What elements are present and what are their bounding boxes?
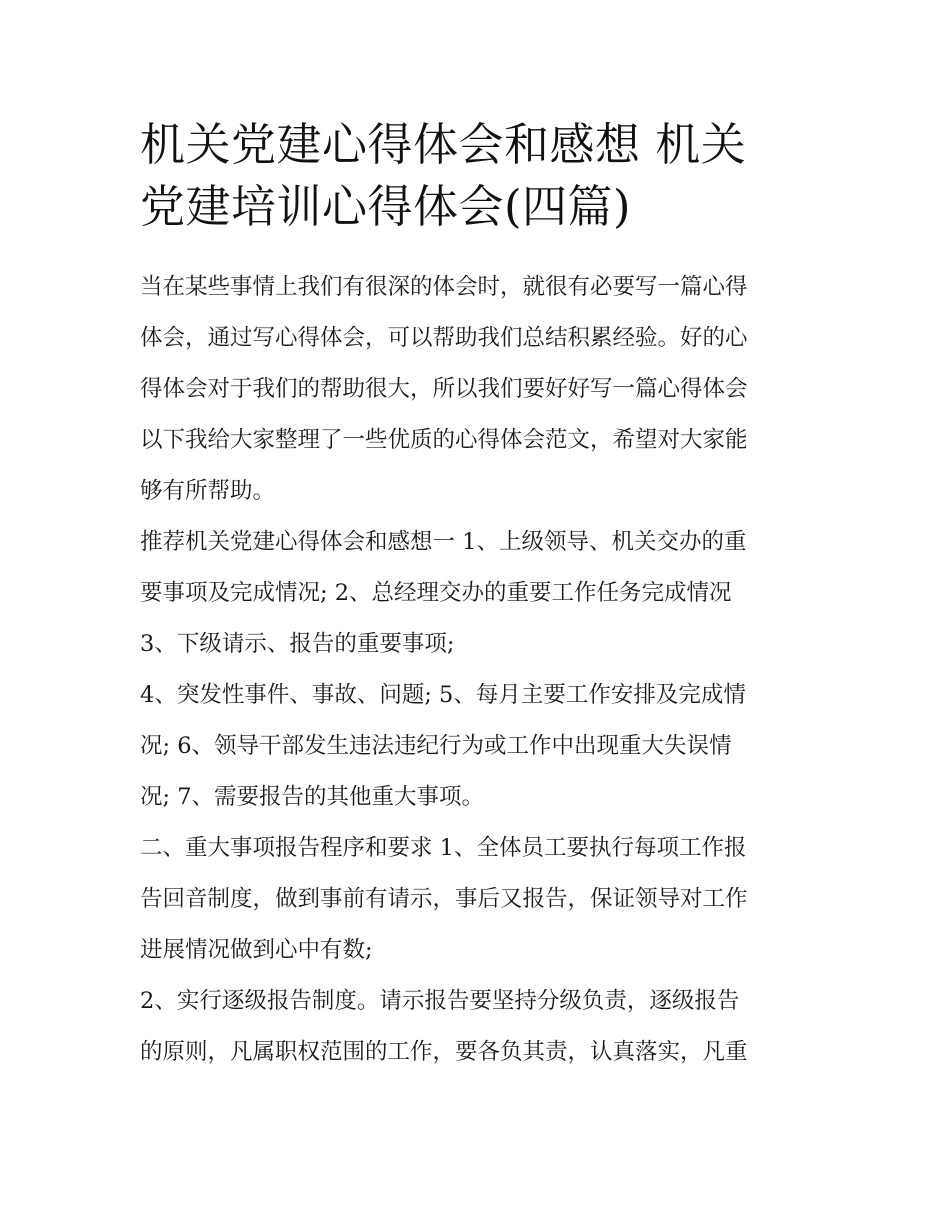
text-line: 要事项及完成情况; 2、总经理交办的重要工作任务完成情况	[140, 580, 732, 606]
paragraph-intro	[140, 262, 820, 517]
text-line: 进展情况做到心中有数;	[140, 937, 373, 963]
paragraph-item-4	[140, 670, 820, 823]
text-line: 况; 6、领导干部发生违法违纪行为或工作中出现重大失误情	[140, 733, 732, 759]
text-line: 以下我给大家整理了一些优质的心得体会范文，希望对大家能	[140, 427, 748, 453]
text-line: 3、下级请示、报告的重要事项;	[140, 631, 455, 657]
text-line: 当在某些事情上我们有很深的体会时，就很有必要写一篇心得	[140, 274, 748, 300]
text-line: 况; 7、需要报告的其他重大事项。	[140, 784, 485, 810]
document-page	[140, 114, 820, 1078]
document-body	[140, 262, 820, 1078]
text-line: 告回音制度，做到事前有请示，事后又报告，保证领导对工作	[140, 886, 748, 912]
text-line: 够有所帮助。	[140, 478, 276, 504]
title-line: 党建培训心得体会(四篇)	[140, 180, 632, 233]
text-line: 推荐机关党建心得体会和感想一 1、上级领导、机关交办的重	[140, 529, 747, 555]
text-line: 得体会对于我们的帮助很大，所以我们要好好写一篇心得体会	[140, 376, 748, 402]
text-line: 的原则，凡属职权范围的工作，要各负其责，认真落实，凡重	[140, 1039, 748, 1065]
document-title	[140, 114, 820, 238]
text-line: 2、实行逐级报告制度。请示报告要坚持分级负责，逐级报告	[140, 988, 740, 1014]
title-line: 机关党建心得体会和感想 机关	[140, 118, 747, 171]
paragraph-item-3	[140, 619, 820, 670]
paragraph-section-2	[140, 823, 820, 976]
text-line: 4、突发性事件、事故、问题; 5、每月主要工作安排及完成情	[140, 682, 746, 708]
paragraph-section-2-item-2	[140, 976, 820, 1078]
text-line: 二、重大事项报告程序和要求 1、全体员工要执行每项工作报	[140, 835, 747, 861]
paragraph-recommend	[140, 517, 820, 619]
text-line: 体会，通过写心得体会，可以帮助我们总结积累经验。好的心	[140, 325, 748, 351]
